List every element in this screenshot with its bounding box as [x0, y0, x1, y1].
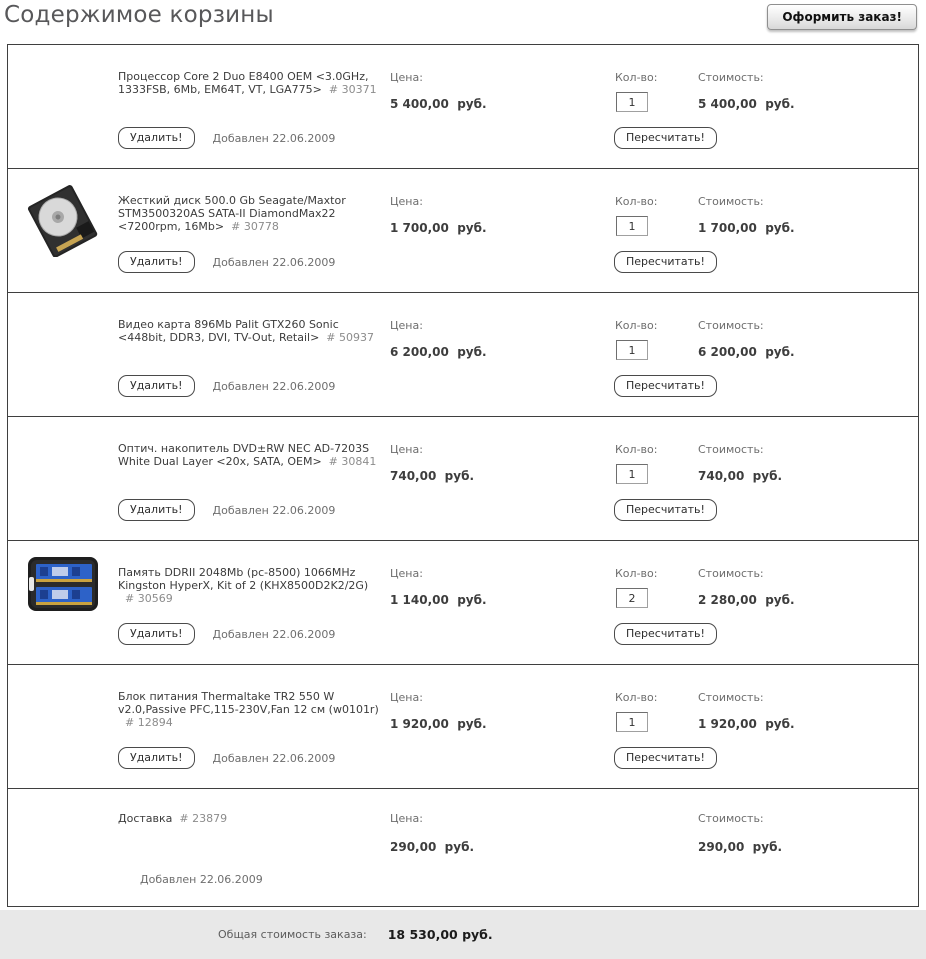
quantity-input[interactable]	[616, 92, 648, 112]
quantity-input[interactable]	[616, 340, 648, 360]
page-title: Содержимое корзины	[4, 2, 274, 28]
price-label: Цена:	[390, 319, 423, 332]
cost-label: Стоимость:	[698, 812, 764, 825]
product-image-cell	[8, 59, 118, 155]
price-label: Цена:	[390, 691, 423, 704]
product-sku: # 30778	[231, 220, 279, 233]
cost-label: Стоимость:	[698, 691, 764, 704]
product-name-block	[118, 690, 390, 729]
cost-value: 5 400,00 руб.	[698, 97, 795, 111]
row-actions	[118, 623, 335, 645]
price-label: Цена:	[390, 812, 423, 825]
ram-photo	[8, 555, 118, 651]
added-date: Добавлен 22.06.2009	[212, 379, 336, 393]
product-name-block	[118, 70, 390, 96]
checkout-button[interactable]: Оформить заказ!	[767, 4, 917, 30]
product-name: Блок питания Thermaltake TR2 550 W v2.0,Passive PFC,115-230V,Fan 12 см (w0101r)	[118, 690, 379, 716]
product-name-block	[118, 812, 390, 825]
price-value: 290,00 руб.	[390, 840, 475, 854]
price-label: Цена:	[390, 71, 423, 84]
cost-value: 6 200,00 руб.	[698, 345, 795, 359]
product-sku: # 30371	[328, 83, 377, 96]
order-total-value: 18 530,00 руб.	[387, 927, 493, 942]
cart-item-row	[8, 292, 918, 416]
row-actions	[118, 747, 335, 769]
quantity-input[interactable]	[616, 216, 648, 236]
product-name-block	[118, 442, 390, 468]
price-value: 1 140,00 руб.	[390, 593, 487, 607]
added-date: Добавлен 22.06.2009	[140, 873, 263, 886]
cost-label: Стоимость:	[698, 567, 764, 580]
cart-table	[7, 44, 919, 907]
product-sku: # 50937	[326, 331, 375, 344]
price-value: 1 700,00 руб.	[390, 221, 487, 235]
cost-value: 2 280,00 руб.	[698, 593, 795, 607]
recalculate-button[interactable]: Пересчитать!	[614, 251, 717, 273]
quantity-input[interactable]	[616, 464, 648, 484]
quantity-label: Кол-во:	[615, 71, 658, 84]
product-name-block	[118, 566, 390, 605]
cost-label: Стоимость:	[698, 195, 764, 208]
order-total-label: Общая стоимость заказа:	[218, 928, 367, 941]
page-header	[0, 0, 926, 44]
price-label: Цена:	[390, 567, 423, 580]
added-date: Добавлен 22.06.2009	[212, 131, 336, 145]
quantity-input[interactable]	[616, 712, 648, 732]
cost-value: 290,00 руб.	[698, 840, 783, 854]
quantity-label: Кол-во:	[615, 443, 658, 456]
price-value: 6 200,00 руб.	[390, 345, 487, 359]
product-sku: # 30569	[125, 592, 173, 605]
added-date: Добавлен 22.06.2009	[212, 255, 336, 269]
price-value: 740,00 руб.	[390, 469, 475, 483]
hdd-photo	[8, 183, 118, 279]
quantity-label: Кол-во:	[615, 567, 658, 580]
cart-item-row	[8, 168, 918, 292]
cart-item-row	[8, 45, 918, 168]
row-actions	[118, 127, 335, 149]
row-actions	[118, 499, 335, 521]
delete-button[interactable]: Удалить!	[118, 127, 195, 149]
price-label: Цена:	[390, 195, 423, 208]
recalculate-button[interactable]: Пересчитать!	[614, 623, 717, 645]
cart-item-row	[8, 416, 918, 540]
recalculate-button[interactable]: Пересчитать!	[614, 127, 717, 149]
cart-item-row	[8, 540, 918, 664]
cost-label: Стоимость:	[698, 71, 764, 84]
cart-item-row	[8, 664, 918, 788]
row-actions	[118, 375, 335, 397]
cart-item-row	[8, 788, 918, 906]
cost-label: Стоимость:	[698, 319, 764, 332]
product-sku: # 12894	[125, 716, 173, 729]
product-image-cell	[8, 803, 118, 899]
product-name: Жесткий диск 500.0 Gb Seagate/Maxtor STM3500320AS SATA-II DiamondMax22 <7200rpm, 16Mb>	[118, 194, 346, 233]
delete-button[interactable]: Удалить!	[118, 499, 195, 521]
product-sku: # 23879	[179, 812, 228, 825]
quantity-label: Кол-во:	[615, 195, 658, 208]
cost-value: 740,00 руб.	[698, 469, 783, 483]
row-actions	[118, 251, 335, 273]
delete-button[interactable]: Удалить!	[118, 251, 195, 273]
added-date: Добавлен 22.06.2009	[212, 751, 336, 765]
added-date: Добавлен 22.06.2009	[212, 503, 336, 517]
product-name: Оптич. накопитель DVD±RW NEC AD-7203S White Dual Layer <20x, SATA, OEM>	[118, 442, 370, 468]
product-image-cell	[8, 307, 118, 403]
product-name: Видео карта 896Mb Palit GTX260 Sonic <448bit, DDR3, DVI, TV-Out, Retail>	[118, 318, 339, 344]
cost-label: Стоимость:	[698, 443, 764, 456]
cost-value: 1 920,00 руб.	[698, 717, 795, 731]
order-total-bar	[0, 910, 926, 959]
row-actions	[140, 873, 263, 886]
product-name: Память DDRII 2048Mb (pc-8500) 1066MHz Kingston HyperX, Kit of 2 (KHX8500D2K2/2G)	[118, 566, 369, 592]
price-label: Цена:	[390, 443, 423, 456]
quantity-label: Кол-во:	[615, 319, 658, 332]
delete-button[interactable]: Удалить!	[118, 375, 195, 397]
recalculate-button[interactable]: Пересчитать!	[614, 375, 717, 397]
product-name-block	[118, 194, 390, 233]
product-name-block	[118, 318, 390, 344]
recalculate-button[interactable]: Пересчитать!	[614, 747, 717, 769]
product-image-cell	[8, 679, 118, 775]
delete-button[interactable]: Удалить!	[118, 747, 195, 769]
product-name: Доставка	[118, 812, 173, 825]
delete-button[interactable]: Удалить!	[118, 623, 195, 645]
price-value: 1 920,00 руб.	[390, 717, 487, 731]
cost-value: 1 700,00 руб.	[698, 221, 795, 235]
recalculate-button[interactable]: Пересчитать!	[614, 499, 717, 521]
product-image-cell	[8, 431, 118, 527]
product-name: Процессор Core 2 Duo E8400 OEM <3.0GHz, 1333FSB, 6Mb, EM64T, VT, LGA775>	[118, 70, 369, 96]
product-sku: # 30841	[328, 455, 377, 468]
added-date: Добавлен 22.06.2009	[212, 627, 336, 641]
quantity-label: Кол-во:	[615, 691, 658, 704]
price-value: 5 400,00 руб.	[390, 97, 487, 111]
quantity-input[interactable]	[616, 588, 648, 608]
